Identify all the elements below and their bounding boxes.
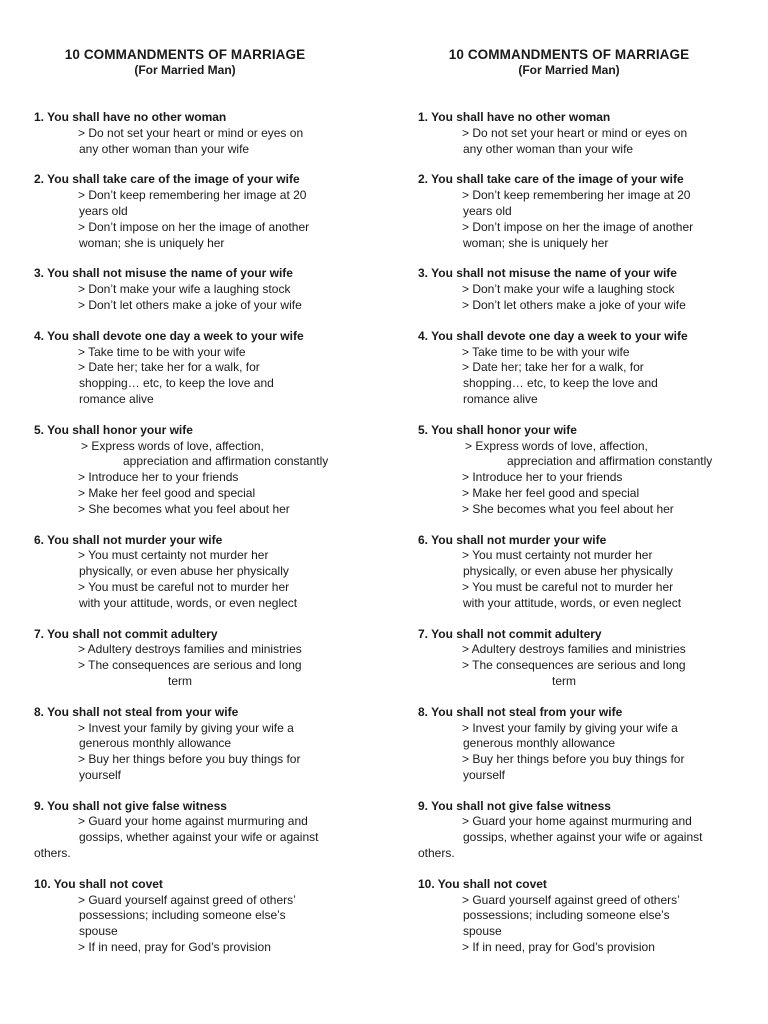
document-subtitle: (For Married Man) bbox=[134, 63, 236, 77]
commandment-2 bbox=[418, 172, 720, 251]
commandment-10 bbox=[34, 877, 336, 956]
point-line: appreciation and affirmation constantly bbox=[123, 454, 329, 469]
commandment-heading: 3. You shall not misuse the name of your wife bbox=[418, 266, 677, 281]
point-line: > Don’t keep remembering her image at 20 bbox=[78, 188, 307, 203]
commandment-heading: 8. You shall not steal from your wife bbox=[418, 704, 623, 719]
point-line: years old bbox=[463, 203, 512, 218]
commandment-heading: 7. You shall not commit adultery bbox=[34, 626, 218, 641]
point-line: yourself bbox=[79, 767, 122, 782]
point-line: > The consequences are serious and long bbox=[78, 658, 302, 673]
commandment-heading: 6. You shall not murder your wife bbox=[34, 532, 223, 547]
point-line: > The consequences are serious and long bbox=[462, 658, 686, 673]
left-column bbox=[34, 47, 336, 956]
point-line: > Adultery destroys families and ministries bbox=[78, 642, 302, 657]
point-line: > Express words of love, affection, bbox=[465, 438, 648, 453]
commandment-6 bbox=[34, 533, 336, 612]
point-line: term bbox=[552, 673, 576, 688]
document-title: 10 COMMANDMENTS OF MARRIAGE bbox=[448, 47, 690, 62]
point-line: > You must be careful not to murder her bbox=[462, 579, 674, 594]
point-line: woman; she is uniquely her bbox=[463, 235, 609, 250]
commandment-1 bbox=[418, 110, 720, 157]
point-line: generous monthly allowance bbox=[463, 736, 616, 751]
point-line: > Express words of love, affection, bbox=[81, 438, 264, 453]
commandment-heading: 2. You shall take care of the image of your wife bbox=[418, 172, 684, 187]
commandment-2 bbox=[34, 172, 336, 251]
commandment-heading: 9. You shall not give false witness bbox=[418, 798, 611, 813]
point-line: > If in need, pray for God’s provision bbox=[78, 940, 271, 955]
point-line: > Adultery destroys families and ministries bbox=[462, 642, 686, 657]
point-line: > Date her; take her for a walk, for bbox=[78, 360, 260, 375]
point-line: > Buy her things before you buy things for bbox=[462, 752, 685, 767]
point-line: others. bbox=[34, 846, 71, 861]
point-line: > Don’t impose on her the image of another bbox=[78, 219, 310, 234]
point-line: > Don’t impose on her the image of another bbox=[462, 219, 694, 234]
point-line: > Take time to be with your wife bbox=[78, 344, 246, 359]
commandment-8 bbox=[34, 705, 336, 784]
commandment-8 bbox=[418, 705, 720, 784]
point-line: generous monthly allowance bbox=[79, 736, 232, 751]
commandment-9 bbox=[418, 799, 720, 862]
point-line: shopping… etc, to keep the love and bbox=[463, 376, 658, 391]
commandment-heading: 6. You shall not murder your wife bbox=[418, 532, 607, 547]
point-line: > You must be careful not to murder her bbox=[78, 579, 290, 594]
commandment-7 bbox=[418, 627, 720, 690]
commandment-6 bbox=[418, 533, 720, 612]
point-line: > Make her feel good and special bbox=[462, 485, 640, 500]
point-line: others. bbox=[418, 846, 455, 861]
point-line: > Invest your family by giving your wife a bbox=[462, 720, 678, 735]
point-line: > Guard yourself against greed of others’ bbox=[462, 892, 680, 907]
commandment-4 bbox=[418, 329, 720, 408]
document-title: 10 COMMANDMENTS OF MARRIAGE bbox=[64, 47, 306, 62]
point-line: yourself bbox=[463, 767, 506, 782]
point-line: spouse bbox=[79, 924, 118, 939]
commandment-5 bbox=[418, 423, 720, 518]
commandment-heading: 5. You shall honor your wife bbox=[418, 422, 577, 437]
point-line: > Don’t make your wife a laughing stock bbox=[462, 282, 675, 297]
point-line: spouse bbox=[463, 924, 502, 939]
point-line: > Guard your home against murmuring and bbox=[462, 814, 692, 829]
point-line: romance alive bbox=[463, 391, 538, 406]
point-line: romance alive bbox=[79, 391, 154, 406]
point-line: with your attitude, words, or even neglect bbox=[79, 595, 298, 610]
point-line: > Make her feel good and special bbox=[78, 485, 256, 500]
point-line: > Take time to be with your wife bbox=[462, 344, 630, 359]
commandment-heading: 9. You shall not give false witness bbox=[34, 798, 227, 813]
point-line: > She becomes what you feel about her bbox=[462, 501, 674, 516]
point-line: > You must certainty not murder her bbox=[462, 548, 653, 563]
commandment-1 bbox=[34, 110, 336, 157]
commandment-5 bbox=[34, 423, 336, 518]
commandment-heading: 10. You shall not covet bbox=[418, 876, 547, 891]
point-line: > Don’t keep remembering her image at 20 bbox=[462, 188, 691, 203]
commandment-3 bbox=[418, 266, 720, 313]
point-line: physically, or even abuse her physically bbox=[79, 564, 289, 579]
commandment-heading: 5. You shall honor your wife bbox=[34, 422, 193, 437]
point-line: > Invest your family by giving your wife a bbox=[78, 720, 294, 735]
point-line: term bbox=[168, 673, 192, 688]
point-line: possessions; including someone else’s bbox=[463, 908, 670, 923]
commandment-heading: 10. You shall not covet bbox=[34, 876, 163, 891]
commandment-heading: 7. You shall not commit adultery bbox=[418, 626, 602, 641]
point-line: > Do not set your heart or mind or eyes on bbox=[78, 125, 304, 140]
point-line: > Guard yourself against greed of others’ bbox=[78, 892, 296, 907]
document-subtitle: (For Married Man) bbox=[518, 63, 620, 77]
right-column bbox=[418, 47, 720, 956]
commandment-heading: 4. You shall devote one day a week to your wife bbox=[34, 328, 304, 343]
commandment-heading: 2. You shall take care of the image of your wife bbox=[34, 172, 300, 187]
point-line: possessions; including someone else’s bbox=[79, 908, 286, 923]
point-line: appreciation and affirmation constantly bbox=[507, 454, 713, 469]
point-line: > Don’t let others make a joke of your wife bbox=[78, 297, 302, 312]
point-line: > Guard your home against murmuring and bbox=[78, 814, 308, 829]
commandment-9 bbox=[34, 799, 336, 862]
point-line: gossips, whether against your wife or against bbox=[463, 830, 703, 845]
point-line: > If in need, pray for God’s provision bbox=[462, 940, 655, 955]
point-line: shopping… etc, to keep the love and bbox=[79, 376, 274, 391]
point-line: > She becomes what you feel about her bbox=[78, 501, 290, 516]
commandment-heading: 4. You shall devote one day a week to your wife bbox=[418, 328, 688, 343]
commandment-heading: 1. You shall have no other woman bbox=[34, 110, 227, 124]
point-line: > Don’t let others make a joke of your wife bbox=[462, 297, 686, 312]
point-line: > You must certainty not murder her bbox=[78, 548, 269, 563]
point-line: > Don’t make your wife a laughing stock bbox=[78, 282, 291, 297]
point-line: > Introduce her to your friends bbox=[78, 470, 239, 485]
point-line: gossips, whether against your wife or against bbox=[79, 830, 319, 845]
point-line: any other woman than your wife bbox=[79, 141, 250, 156]
point-line: woman; she is uniquely her bbox=[79, 235, 225, 250]
point-line: with your attitude, words, or even neglect bbox=[463, 595, 682, 610]
commandment-3 bbox=[34, 266, 336, 313]
point-line: physically, or even abuse her physically bbox=[463, 564, 673, 579]
commandment-heading: 8. You shall not steal from your wife bbox=[34, 704, 239, 719]
commandment-7 bbox=[34, 627, 336, 690]
point-line: any other woman than your wife bbox=[463, 141, 634, 156]
commandment-heading: 1. You shall have no other woman bbox=[418, 110, 611, 124]
commandment-heading: 3. You shall not misuse the name of your wife bbox=[34, 266, 293, 281]
point-line: > Introduce her to your friends bbox=[462, 470, 623, 485]
commandment-4 bbox=[34, 329, 336, 408]
commandment-10 bbox=[418, 877, 720, 956]
point-line: > Do not set your heart or mind or eyes on bbox=[462, 125, 688, 140]
point-line: > Buy her things before you buy things for bbox=[78, 752, 301, 767]
point-line: years old bbox=[79, 203, 128, 218]
point-line: > Date her; take her for a walk, for bbox=[462, 360, 644, 375]
